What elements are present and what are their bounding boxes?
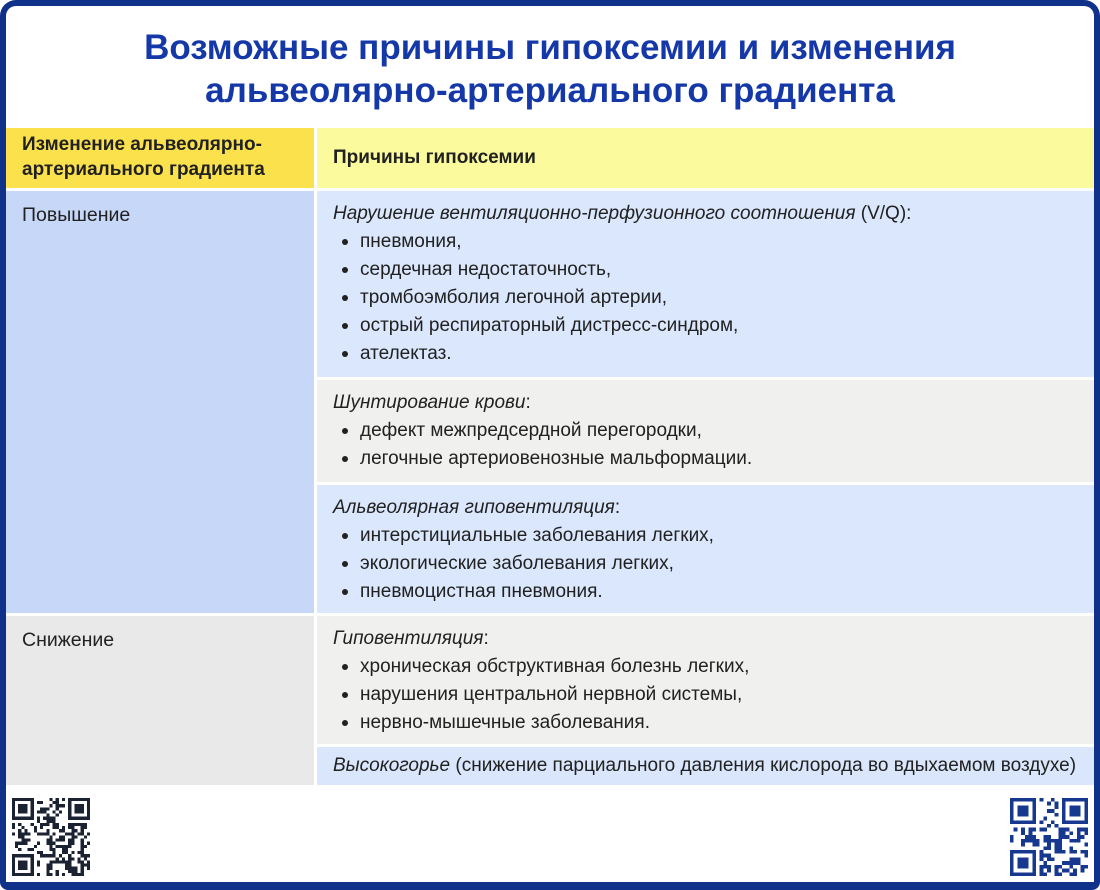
header-causes-column: Причины гипоксемии: [317, 128, 1094, 188]
page-title: Возможные причины гипоксемии и изменения альвеолярно-артериального градиента: [144, 28, 956, 110]
footer: [6, 785, 1094, 882]
hypoxemia-table: [6, 128, 1094, 785]
list-item: пневмоцистная пневмония.: [333, 578, 1078, 606]
list-item: дефект межпредсердной перегородки,: [333, 417, 1078, 445]
title-block: [6, 6, 1094, 128]
section-heading: Альвеолярная гиповентиляция:: [333, 497, 621, 518]
list-item: хроническая обструктивная болезнь легких,: [333, 653, 1078, 681]
qr-code-left: [12, 798, 90, 876]
section-heading: Нарушение вентиляционно-перфузионного соотношения (V/Q):: [333, 203, 912, 224]
list-item: экологические заболевания легких,: [333, 550, 1078, 578]
bullet-list: [333, 653, 1078, 737]
list-item: пневмония,: [333, 228, 1078, 256]
list-item: сердечная недостаточность,: [333, 256, 1078, 284]
list-item: ателектаз.: [333, 340, 1078, 368]
list-item: интерстициальные заболевания легких,: [333, 522, 1078, 550]
list-item: нервно-мышечные заболевания.: [333, 709, 1078, 737]
section-heading: Гиповентиляция:: [333, 628, 489, 649]
section-shunting: [317, 380, 1094, 482]
row-label-decrease: Снижение: [6, 616, 314, 785]
bullet-list: [333, 228, 1078, 368]
header-gradient-column: Изменение альвеолярно-артериального градиента: [6, 128, 314, 188]
list-item: легочные артериовенозные мальформации.: [333, 445, 1078, 473]
bullet-list: [333, 522, 1078, 606]
qr-code-right: [1010, 798, 1088, 876]
bullet-list: [333, 417, 1078, 473]
section-heading: Высокогорье (снижение парциального давления кислорода во вдыхаемом воздухе): [333, 755, 1077, 776]
row-label-increase: Повышение: [6, 191, 314, 613]
list-item: острый респираторный дистресс-синдром,: [333, 312, 1078, 340]
section-hypoventilation: [317, 616, 1094, 744]
section-alveolar-hypoventilation: [317, 485, 1094, 613]
section-vq-mismatch: [317, 191, 1094, 377]
list-item: тромбоэмболия легочной артерии,: [333, 284, 1078, 312]
section-high-altitude: [317, 747, 1094, 785]
section-heading: Шунтирование крови:: [333, 392, 531, 413]
list-item: нарушения центральной нервной системы,: [333, 681, 1078, 709]
